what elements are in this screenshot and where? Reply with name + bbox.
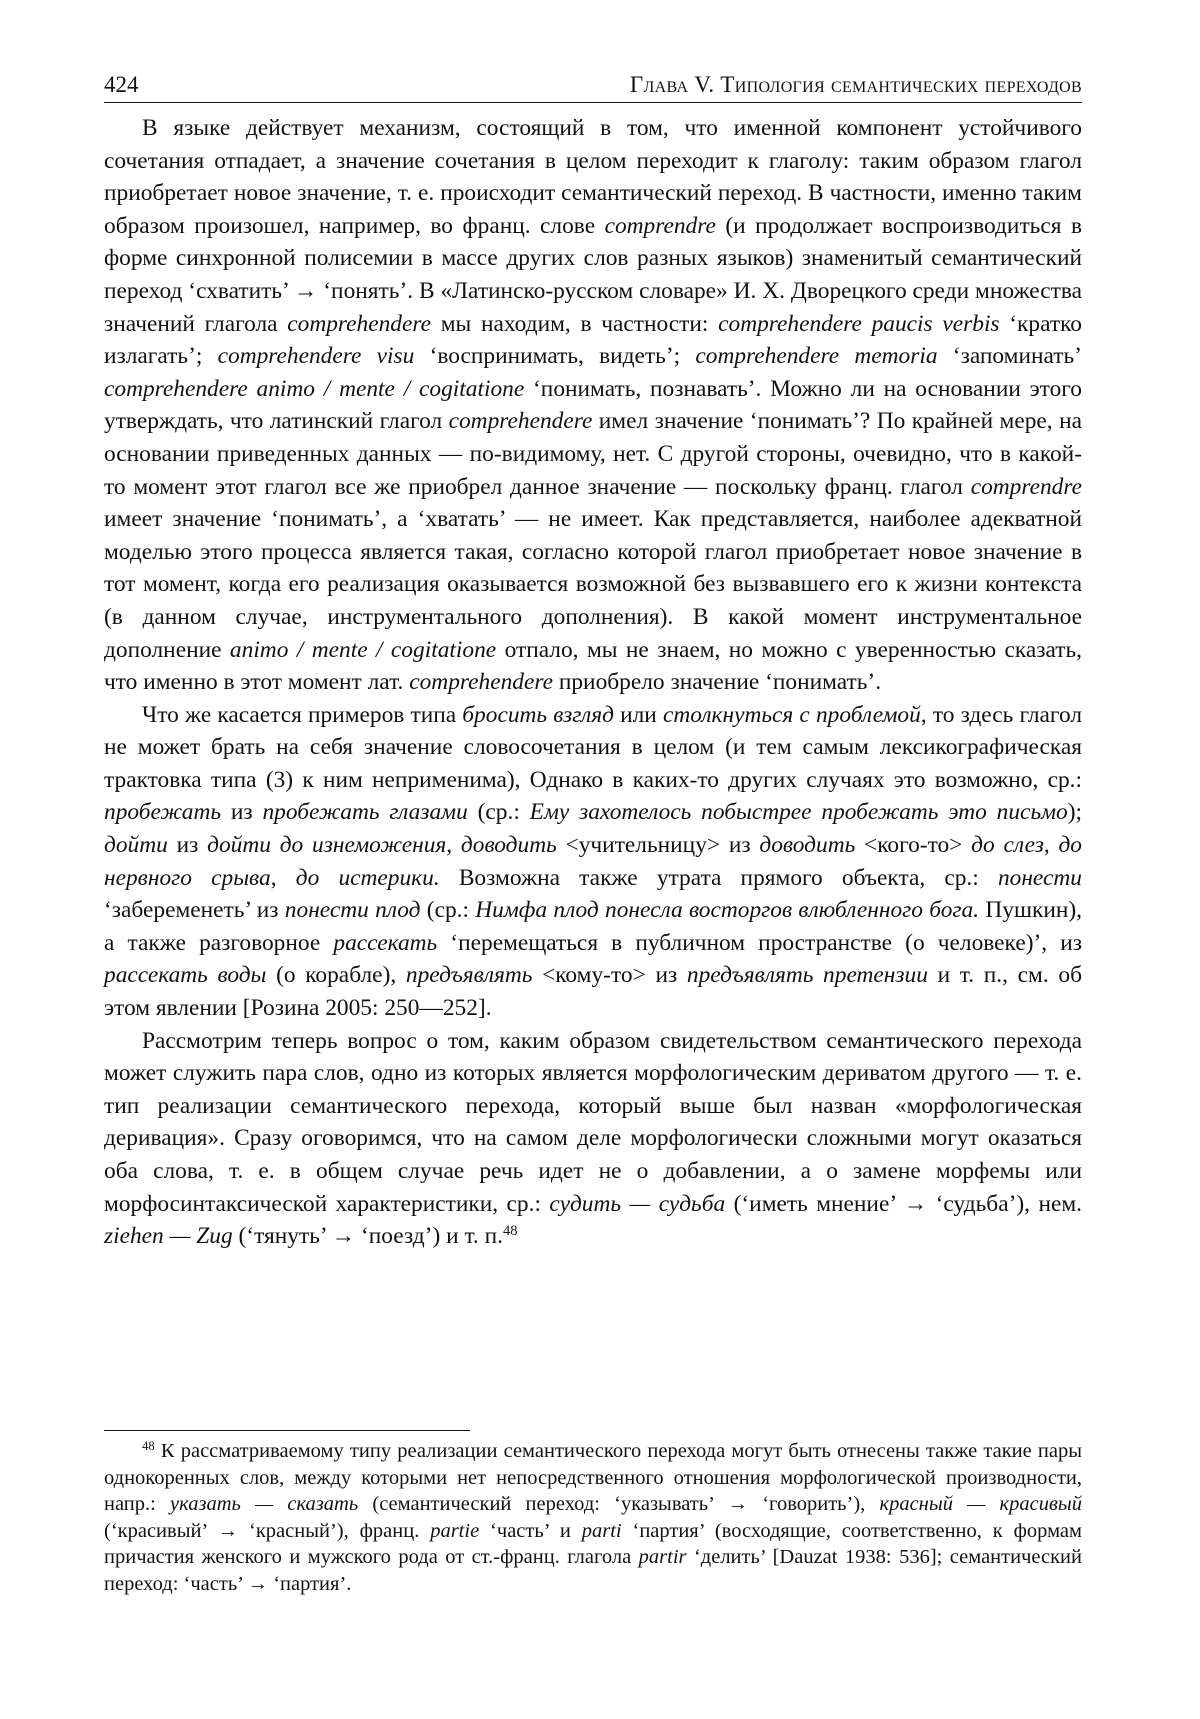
text-run: , [1043,832,1059,859]
text-run: Рассмотрим теперь вопрос о том, каким образом свидетельством семантического перехода может служить пара слов, одно из которых является морфологическим дериватом другого — т. е. тип реализации семантического перехода, который выше был назван «морфологическая деривация». Сразу оговоримся, что на самом деле морфологически сложными могут оказаться оба слова, т. е. в общем случае речь идет не о добавлении, а о замене морфемы или морфосинтаксической характеристики, ср.: [104,1027,1082,1217]
italic-term: animo / mente / cogitatione [229,636,497,663]
text-run: отпало, мы не знаем, но можно с уверенностью сказать, что именно в этот момент лат. [104,636,1083,696]
footnote-separator [104,1430,470,1431]
text-run: (о корабле), [266,962,406,989]
text-run: (‘тянуть’ → ‘поезд’) и т. п. [232,1223,503,1250]
italic-term: partie [430,1519,480,1542]
text-run: <учительницу> из [556,832,760,859]
italic-term: понести [997,864,1082,891]
text-run: ‘часть’ и [479,1519,582,1542]
footnote-text [104,1438,1082,1598]
italic-term: до истерики. [295,864,440,891]
text-run: (и продолжает воспроизводиться в форме синхронной полисемии в массе других слов разных языков) знаменитый семантический переход ‘схватить’ → ‘понять’. В «Латинско-русском словаре» И. Х. Дворецкого среди множества значений глагола [104,212,1082,337]
italic-term: доводить [759,832,856,859]
text-run: приобрело значение ‘понимать’. [552,669,882,696]
paragraph [104,699,1082,1025]
text-run: , [270,864,296,891]
text-run: Возможна также утрата прямого объекта, ср.: [439,864,998,891]
italic-term: красный — красивый [879,1493,1083,1516]
text-run: (‘красивый’ → ‘красный’), франц. [104,1519,431,1542]
text-run: имеет значение ‘понимать’, а ‘хватать’ — не имеет. Как представляется, наиболее адекватной моделью этого процесса является такая, согласно которой глагол приобретает новое значение в тот момент, когда его реализация оказывается возможной без вызвавшего его к жизни контекста (в данном случае, инструментального дополнения). В какой момент инструментальное дополнение [104,506,1082,663]
italic-term: указать — сказать [170,1493,359,1516]
text-run: и т. п., см. об этом явлении [Розина 2005: 250—252]. [104,962,1082,1022]
paragraph [104,112,1082,699]
text-run: , то здесь глагол не может брать на себя значение словосочетания в целом (и тем самым лексикографическая трактовка типа (3) к ним неприменима), Однако в каких-то других случаях это возможно, ср.: [104,701,1083,793]
text-run: К рассматриваемому типу реализации семантического перехода могут быть отнесены также такие пары однокоренных слов, между которыми нет непосредственного отношения морфологической производности, напр.: [104,1440,1082,1516]
page-number: 424 [104,72,139,97]
italic-term: partir [638,1546,687,1569]
text-run: ‘понимать, познавать’. Можно ли на основании этого утверждать, что латинский глагол [104,375,1082,435]
italic-term: comprehendere [409,669,553,696]
text-run: ‘забеременеть’ из [104,897,285,924]
text-run: ‘партия’ (восходящие, соответственно, к формам причастия женского и мужского рода от ст.-франц. глагола [104,1519,1082,1569]
italic-term: понести плод [284,897,421,924]
italic-term: пробежать [104,799,222,826]
text-run: (‘иметь мнение’ → ‘судьба’), нем. [725,1190,1082,1217]
italic-term: доводить [460,832,557,859]
italic-term: предъявлять претензии [686,962,928,989]
italic-term: рассекать [333,929,438,956]
italic-term: дойти до изнеможения [207,832,447,859]
page-header [104,72,1082,103]
italic-term: comprendre [970,473,1082,500]
footnote-marker: 48 [502,1223,518,1240]
italic-term: comprehendere memoria [695,343,938,370]
running-title: Глава V. Типология семантических переходов [629,72,1082,97]
italic-term: comprendre [604,212,716,239]
text-run: или [613,701,663,728]
paragraph [104,1025,1082,1253]
text-run: из [221,799,263,826]
text-run: ‘кратко излагать’; [104,310,1082,370]
text-run: <кому-то> из [532,962,687,989]
text-run: ‘воспринимать, видеть’; [414,343,696,370]
text-run: (ср.: [467,799,530,826]
italic-term: comprehendere [287,310,431,337]
italic-term: судить — судьба [549,1190,726,1217]
text-run: (семантический переход: ‘указывать’ → ‘говорить’), [358,1493,880,1516]
text-run: мы находим, в частности: [431,310,719,337]
italic-term: рассекать воды [104,962,267,989]
italic-term: Ему захотелось побыстрее пробежать это письмо [529,799,1068,826]
footnote [104,1438,1082,1598]
footnote-marker: 48 [142,1439,155,1454]
text-run: Пушкин), а также разговорное [104,897,1082,956]
italic-term: бросить взгляд [462,701,614,728]
italic-term: до слез [971,832,1044,859]
text-run: , [446,832,461,859]
italic-term: пробежать глазами [262,799,468,826]
text-run: В языке действует механизм, состоящий в том, что именной компонент устойчивого сочетания отпадает, а значение сочетания в целом переходит к глаголу: таким образом глагол приобретает новое значение, т. е. происходит семантический переход. В частности, именно таким образом произошел, например, во франц. слове [104,115,1082,239]
text-run: имел значение ‘понимать’? По крайней мере, на основании приведенных данных — по-видимому, нет. С другой стороны, очевидно, что в какой-то момент этот глагол все же приобрел данное значение — поскольку франц. глагол [104,408,1082,500]
italic-term: столкнуться с проблемой [662,701,921,728]
text-run: ‘перемещаться в публичном пространстве (о человеке)’, из [437,929,1083,956]
text-run: ); [1067,799,1083,826]
main-text [104,112,1082,1253]
text-run: Что же касается примеров типа [142,701,463,728]
text-run: из [167,832,208,859]
italic-term: comprehendere visu [217,343,415,370]
text-run: ‘запоминать’ [937,343,1082,370]
italic-term: comprehendere paucis verbis [718,310,1000,337]
italic-term: ziehen — Zug [104,1223,233,1250]
italic-term: parti [581,1519,622,1542]
italic-term: Нимфа плод понесла восторгов влюбленного бога. [475,897,980,924]
text-run: (ср.: [420,897,476,924]
italic-term: до нервного срыва [104,832,1082,891]
italic-term: comprehendere animo / mente / cogitatione [104,375,525,402]
text-run: <кого-то> [855,832,972,859]
italic-term: предъявлять [405,962,533,989]
italic-term: comprehendere [448,408,593,435]
text-run: ‘делить’ [Dauzat 1938: 536]; семантический переход: ‘часть’ → ‘партия’. [104,1546,1082,1595]
italic-term: дойти [104,832,168,859]
